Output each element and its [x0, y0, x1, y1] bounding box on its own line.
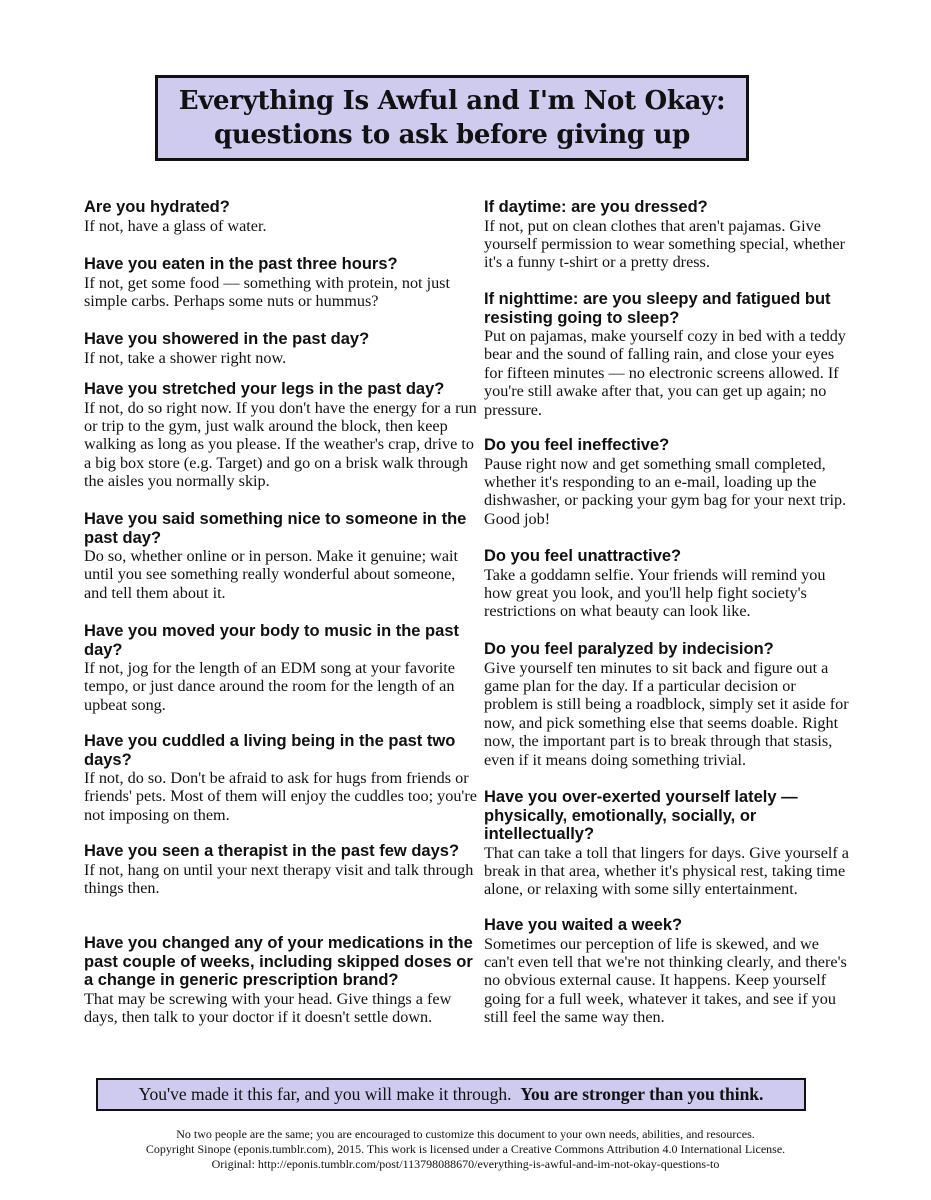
question-item — [484, 547, 849, 640]
title-line-2: questions to ask before giving up — [214, 120, 690, 150]
answer: If not, do so. Don't be afraid to ask for hugs from friends or friends' pets. Most of them will enjoy the cuddles too; you're not imposing on them. — [84, 769, 477, 824]
question-item — [84, 380, 479, 510]
encouragement-callout — [96, 1078, 806, 1111]
question-item — [84, 732, 479, 842]
answer: Pause right now and get something small completed, whether it's responding to an e-mail, loading up the dishwasher, or packing your gym bag for your next trip. Good job! — [484, 454, 847, 528]
question-item — [84, 198, 479, 255]
answer: If not, get some food — something with protein, not just simple carbs. Perhaps some nuts or hummus? — [84, 273, 450, 310]
callout-text: You've made it this far, and you will make it through. — [138, 1084, 512, 1104]
answer: Do so, whether online or in person. Make it genuine; wait until you see something really wonderful about someone, and tell them about it. — [84, 547, 459, 602]
question-item — [84, 330, 479, 380]
question: Have you changed any of your medications in the past couple of weeks, including skipped doses or a change in generic prescription brand? — [84, 934, 473, 989]
answer: Sometimes our perception of life is skewed, and we can't even tell that we're not thinking clearly, and there's no obvious external cause. It happens. Keep yourself going for a full week, whatever it takes, and see if you still feel the same way then. — [484, 934, 847, 1027]
answer: If not, jog for the length of an EDM song at your favorite tempo, or just dance around the room for the length of an upbeat song. — [84, 659, 455, 714]
question-item — [484, 290, 849, 436]
footer-line-3: Original: http://eponis.tumblr.com/post/113798088670/everything-is-awful-and-im-not-okay-questions-to — [211, 1157, 720, 1171]
title-box — [155, 75, 749, 161]
question: If nighttime: are you sleepy and fatigued but resisting going to sleep? — [484, 290, 831, 327]
answer: Give yourself ten minutes to sit back and figure out a game plan for the day. If a particular decision or problem is still being a roadblock, simply set it aside for now, and pick something else that seems doable. Right now, the important part is to break through that stasis, even if it means doing something trivial. — [484, 658, 849, 769]
question: Have you eaten in the past three hours? — [84, 255, 398, 273]
question-item — [84, 255, 479, 330]
question: If daytime: are you dressed? — [484, 198, 708, 216]
answer: Take a goddamn selfie. Your friends will remind you how great you look, and you'll help fight society's restrictions on what beauty can look like. — [484, 565, 826, 621]
answer: Put on pajamas, make yourself cozy in bed with a teddy bear and the sound of falling rain, and close your eyes for fifteen minutes — no electronic screens allowed. If you're still awake after that, you can get up again; no pressure. — [484, 327, 846, 419]
footer-line-2: Copyright Sinope (eponis.tumblr.com), 2015. This work is licensed under a Creative Commons Attribution 4.0 International License. — [145, 1142, 786, 1156]
answer: If not, do so right now. If you don't have the energy for a run or trip to the gym, just walk around the block, then keep walking as long as you please. If the weather's crap, drive to a big box store (e.g. Target) and go on a brisk walk through the aisles you normally skip. — [84, 398, 477, 491]
question-item — [84, 622, 479, 732]
answer: If not, take a shower right now. — [84, 348, 287, 367]
question-item — [484, 640, 849, 788]
answer: If not, have a glass of water. — [84, 216, 267, 235]
question: Do you feel unattractive? — [484, 547, 682, 565]
footer-line-1: No two people are the same; you are encouraged to customize this document to your own needs, abilities, and resources. — [176, 1127, 755, 1141]
right-column — [484, 198, 849, 1027]
left-column — [84, 198, 479, 1026]
footer — [40, 1127, 891, 1172]
callout-bold-text: You are stronger than you think. — [520, 1084, 764, 1104]
question-item — [484, 436, 849, 547]
answer: That can take a toll that lingers for days. Give yourself a break in that area, whether it's physical rest, taking time alone, or relaxing with some silly entertainment. — [484, 843, 849, 899]
answer: If not, put on clean clothes that aren't pajamas. Give yourself permission to wear something special, whether it's a funny t-shirt or a pretty dress. — [484, 216, 845, 272]
question-item — [84, 510, 479, 622]
question: Have you seen a therapist in the past few days? — [84, 842, 460, 860]
question-item — [84, 842, 479, 934]
question: Have you said something nice to someone in the past day? — [84, 510, 467, 547]
question-item — [84, 934, 479, 1026]
question: Do you feel paralyzed by indecision? — [484, 640, 774, 658]
question: Have you cuddled a living being in the past two days? — [84, 732, 456, 769]
question: Have you over-exerted yourself lately — physically, emotionally, socially, or intellectually? — [484, 788, 798, 843]
question: Are you hydrated? — [84, 198, 230, 216]
question-item — [484, 916, 849, 1027]
question: Have you stretched your legs in the past day? — [84, 380, 445, 398]
question-item — [484, 198, 849, 290]
question: Have you moved your body to music in the past day? — [84, 622, 459, 659]
answer: That may be screwing with your head. Give things a few days, then talk to your doctor if it doesn't settle down. — [84, 989, 452, 1026]
question-item — [484, 788, 849, 916]
question: Have you showered in the past day? — [84, 330, 370, 348]
answer: If not, hang on until your next therapy visit and talk through things then. — [84, 860, 474, 897]
question: Do you feel ineffective? — [484, 436, 670, 454]
question: Have you waited a week? — [484, 916, 683, 934]
title-line-1: Everything Is Awful and I'm Not Okay: — [178, 86, 726, 116]
